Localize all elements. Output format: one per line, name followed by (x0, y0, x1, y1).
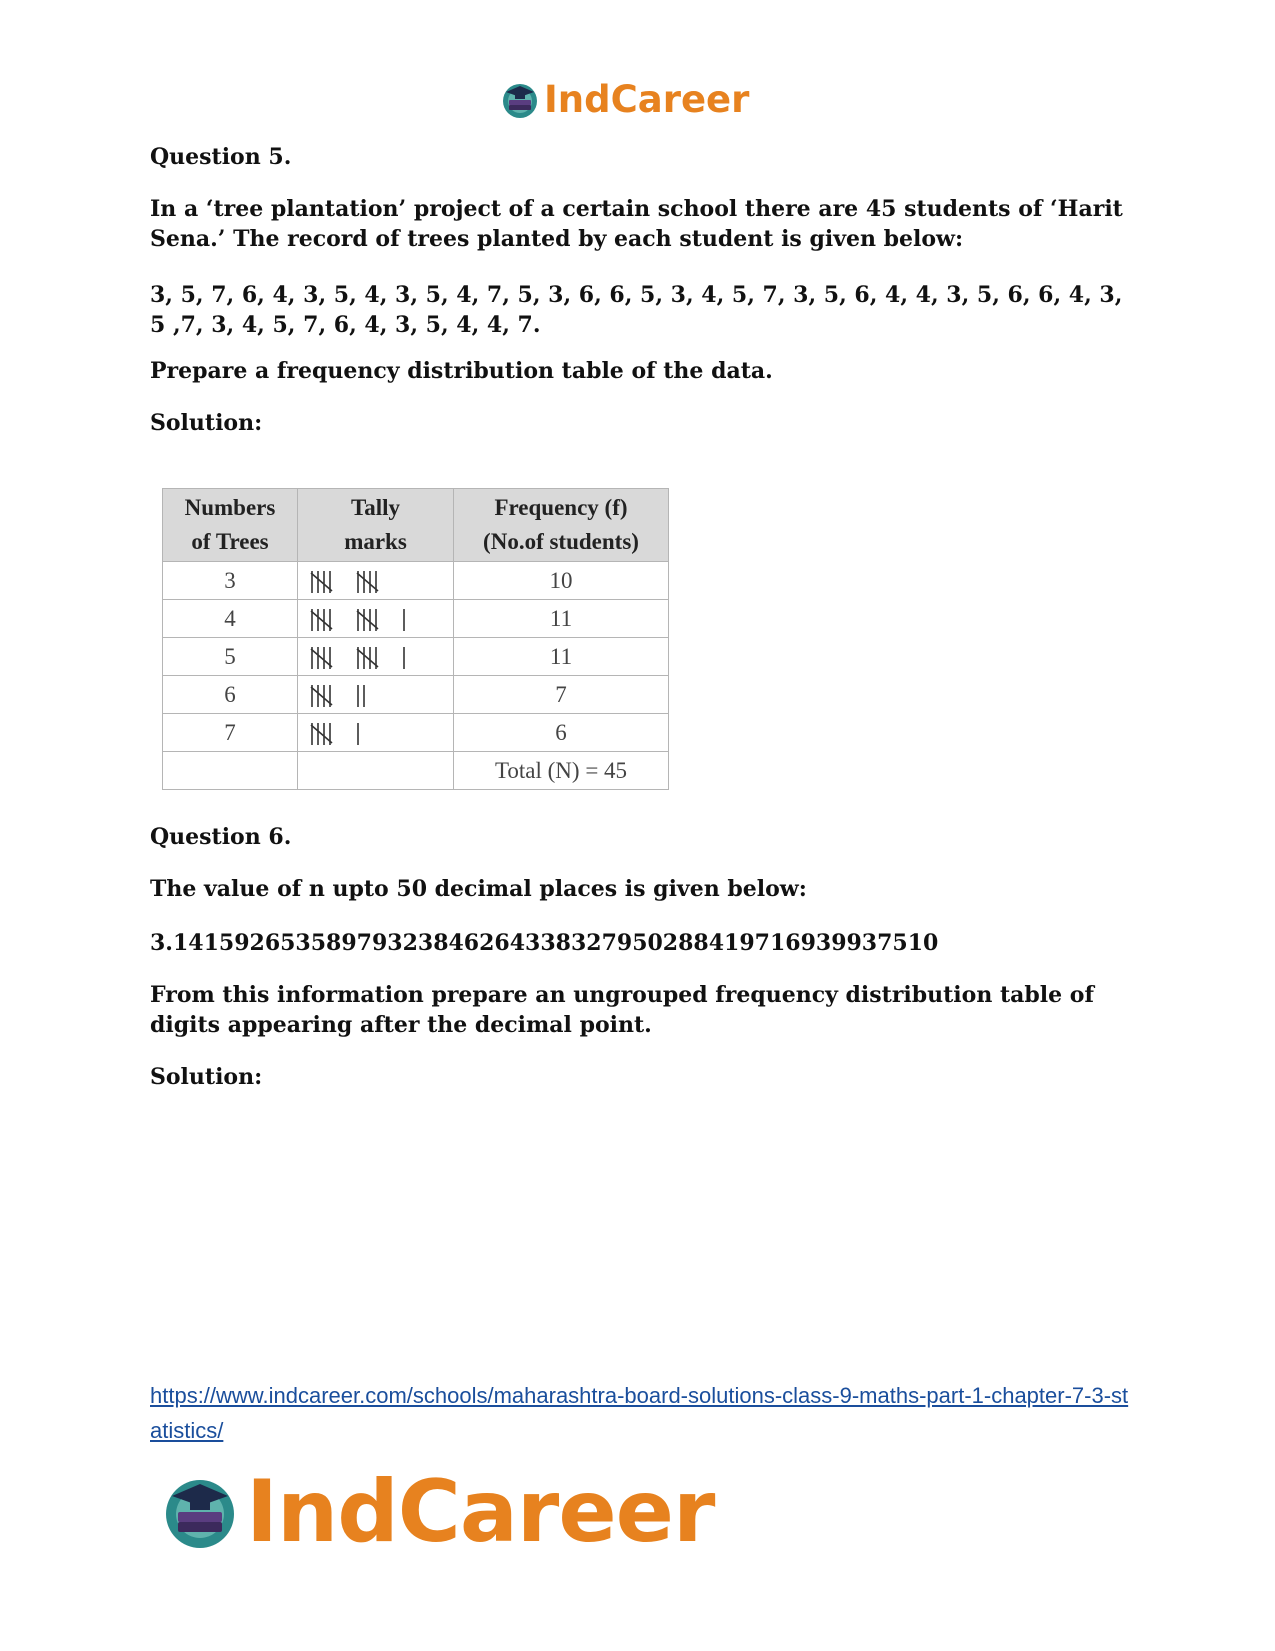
question-6-solution-label: Solution: (150, 1064, 263, 1090)
trees-cell: 5 (163, 638, 298, 676)
question-5-solution-label: Solution: (150, 410, 263, 436)
trees-cell: 3 (163, 562, 298, 600)
header-trees: Numbers of Trees (163, 489, 298, 562)
total-cell: Total (N) = 45 (454, 752, 669, 790)
frequency-cell: 10 (454, 562, 669, 600)
source-url-link[interactable]: https://www.indcareer.com/schools/maharashtra-board-solutions-class-9-maths-part-1-chapter-7-3-statistics/ (150, 1383, 1129, 1443)
table-row (163, 638, 669, 676)
table-total-row (163, 752, 669, 790)
tally-cell (298, 562, 454, 600)
table-row (163, 714, 669, 752)
empty-cell (298, 752, 454, 790)
tally-marks-icon (310, 642, 440, 672)
question-5-heading: Question 5. (150, 144, 292, 170)
question-6-prompt: The value of n upto 50 decimal places is given below: (150, 876, 807, 902)
graduation-cap-emblem-icon (160, 1472, 240, 1552)
table-row (163, 600, 669, 638)
table-row (163, 562, 669, 600)
tally-cell (298, 600, 454, 638)
question-5-prompt: In a ‘tree plantation’ project of a certain school there are 45 students of ‘Harit Sena.’ The record of trees planted by each student is given below: (150, 196, 1123, 252)
tally-marks-icon (310, 604, 440, 634)
question-6-heading: Question 6. (150, 824, 292, 850)
brand-name: IndCareer (544, 78, 750, 121)
tally-marks-icon (310, 566, 440, 596)
tally-cell (298, 638, 454, 676)
header-logo (500, 78, 749, 121)
trees-cell: 7 (163, 714, 298, 752)
footer-logo (160, 1462, 714, 1562)
question-5-data: 3, 5, 7, 6, 4, 3, 5, 4, 3, 5, 4, 7, 5, 3, 6, 6, 5, 3, 4, 5, 7, 3, 5, 6, 4, 4, 3, 5, 6, 6, 4, 3, 5 ,7, 3, 4, 5, 7, 6, 4, 3, 5, 4, 4, 7. (150, 282, 1123, 338)
question-6-value: 3.14159265358979323846264338327950288419716939937510 (150, 930, 939, 956)
brand-name: IndCareer (246, 1462, 715, 1562)
frequency-cell: 6 (454, 714, 669, 752)
table-row (163, 676, 669, 714)
tally-marks-icon (310, 718, 440, 748)
frequency-cell: 7 (454, 676, 669, 714)
empty-cell (163, 752, 298, 790)
frequency-cell: 11 (454, 638, 669, 676)
trees-cell: 4 (163, 600, 298, 638)
trees-cell: 6 (163, 676, 298, 714)
tally-cell (298, 714, 454, 752)
question-6-instruction: From this information prepare an ungrouped frequency distribution table of digits appearing after the decimal point. (150, 982, 1094, 1038)
frequency-table (162, 488, 669, 790)
graduation-cap-emblem-icon (500, 80, 540, 120)
header-tally: Tally marks (298, 489, 454, 562)
tally-marks-icon (310, 680, 440, 710)
table-header-row (163, 489, 669, 562)
question-5-instruction: Prepare a frequency distribution table of the data. (150, 358, 773, 384)
frequency-cell: 11 (454, 600, 669, 638)
header-frequency: Frequency (f) (No.of students) (454, 489, 669, 562)
tally-cell (298, 676, 454, 714)
